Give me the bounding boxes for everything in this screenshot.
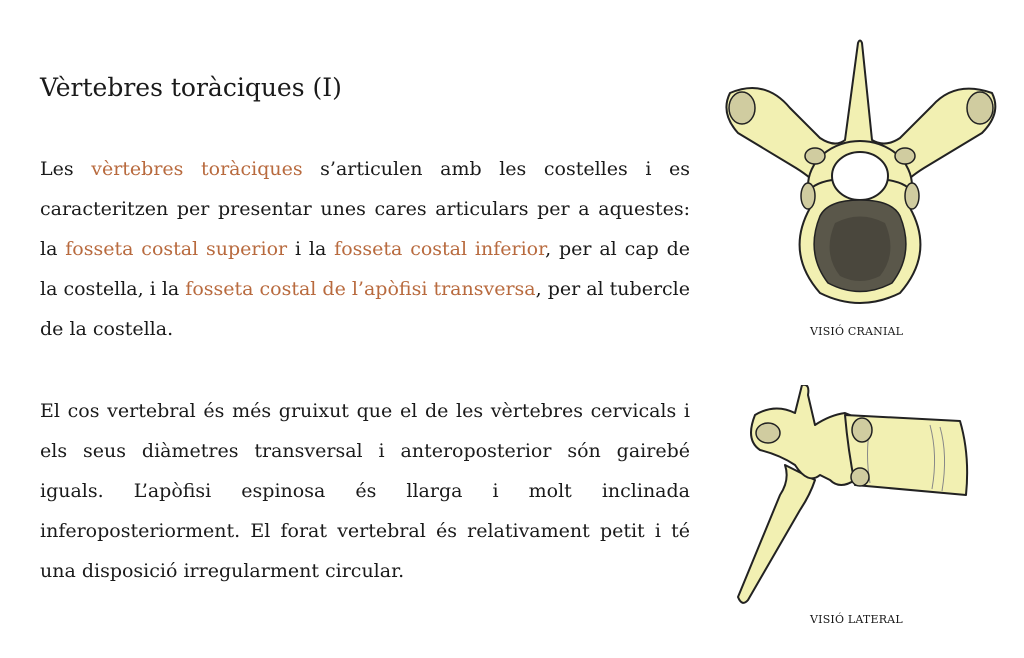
text-segment: i la (287, 238, 335, 260)
text-segment: Les (40, 158, 92, 180)
paragraph-1 (40, 149, 690, 349)
page-title: Vèrtebres toràciques (I) (40, 73, 342, 102)
text-segment: , per al cap de la costella, i la (40, 238, 690, 300)
text-segment: , per al tubercle de la costella. (40, 278, 690, 340)
paragraph-2: El cos vertebral és més gruixut que el de les vèrtebres cervicals i els seus diàmetres transversal i anteroposterior són gairebé iguals. L’apòfisi espinosa és llarga i molt inclinada inferoposteriorment. El forat vertebral és relativament petit i té una disposició irregularment circular. (40, 400, 690, 582)
caption-lateral: VISIÓ LATERAL (810, 613, 903, 626)
cranial-view-illustration (710, 38, 1010, 323)
text-segment: s’articulen amb les costelles i es caracteritzen per presentar unes cares articulars per a aquestes: la (40, 158, 691, 260)
term-vertebres-toraciques: vèrtebres toràciques (91, 158, 303, 180)
term-fosseta-apofisi-transversa: fosseta costal de l’apòfisi transversa (185, 278, 536, 300)
lateral-view-illustration (720, 385, 1000, 610)
caption-cranial: VISIÓ CRANIAL (810, 325, 904, 338)
term-fosseta-costal-inferior: fosseta costal inferior (334, 238, 546, 260)
term-fosseta-costal-superior: fosseta costal superior (65, 238, 288, 260)
